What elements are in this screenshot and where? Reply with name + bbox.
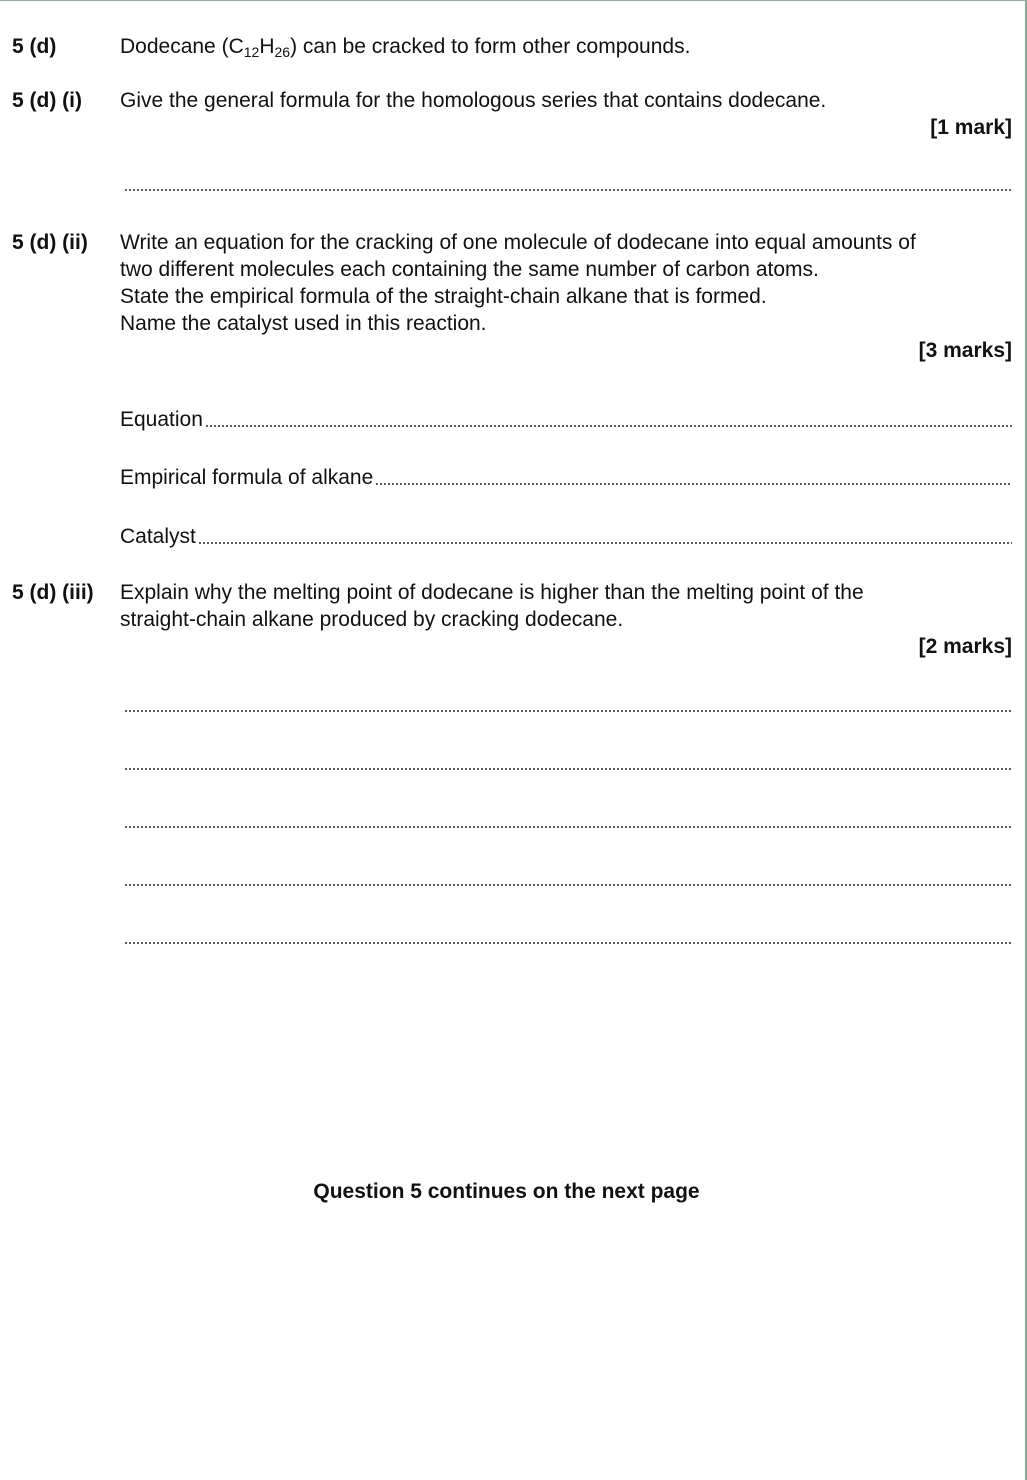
- empirical-formula-field[interactable]: [120, 464, 1012, 491]
- equation-answer-line[interactable]: [205, 425, 1012, 427]
- question-line-5dii-3: State the empirical formula of the straight-chain alkane that is formed.: [120, 285, 767, 308]
- subscript-26: 26: [274, 44, 291, 60]
- empirical-formula-answer-line[interactable]: [375, 483, 1012, 485]
- answer-line-5diii-4[interactable]: [124, 884, 1012, 886]
- marks-5diii: [2 marks]: [918, 635, 1012, 658]
- question-text-5d: Dodecane $(C_{12}H_{26})$ can be cracked to form other compounds.: [120, 35, 691, 60]
- catalyst-answer-line[interactable]: [198, 542, 1012, 544]
- marks-5dii: [3 marks]: [918, 339, 1012, 362]
- question-line-5diii-1: Explain why the melting point of dodecane is higher than the melting point of the: [120, 581, 864, 604]
- answer-line-5diii-1[interactable]: [124, 710, 1012, 712]
- question-label-5d: 5 (d): [12, 35, 57, 58]
- answer-line-5diii-3[interactable]: [124, 826, 1012, 828]
- catalyst-label: Catalyst: [120, 525, 196, 548]
- subscript-12: 12: [243, 44, 260, 60]
- question-line-5diii-2: straight-chain alkane produced by cracking dodecane.: [120, 608, 624, 631]
- question-line-5dii-1: Write an equation for the cracking of one molecule of dodecane into equal amounts of: [120, 231, 916, 254]
- question-label-5diii: 5 (d) (iii): [12, 581, 94, 604]
- answer-line-5di[interactable]: [124, 189, 1012, 191]
- catalyst-field[interactable]: [120, 523, 1012, 550]
- answer-line-5diii-2[interactable]: [124, 768, 1012, 770]
- continuation-note: Question 5 continues on the next page: [313, 1180, 700, 1203]
- answer-line-5diii-5[interactable]: [124, 942, 1012, 944]
- question-label-5di: 5 (d) (i): [12, 89, 82, 112]
- page-border-top: [0, 0, 1027, 1]
- question-label-5dii: 5 (d) (ii): [12, 231, 88, 254]
- question-line-5dii-2: two different molecules each containing the same number of carbon atoms.: [120, 258, 819, 281]
- empirical-formula-label: Empirical formula of alkane: [120, 466, 374, 489]
- marks-5di: [1 mark]: [930, 116, 1012, 139]
- question-text-5di: Give the general formula for the homologous series that contains dodecane.: [120, 89, 827, 112]
- question-line-5dii-4: Name the catalyst used in this reaction.: [120, 312, 487, 335]
- equation-field[interactable]: [120, 406, 1012, 433]
- equation-label: Equation: [120, 408, 203, 431]
